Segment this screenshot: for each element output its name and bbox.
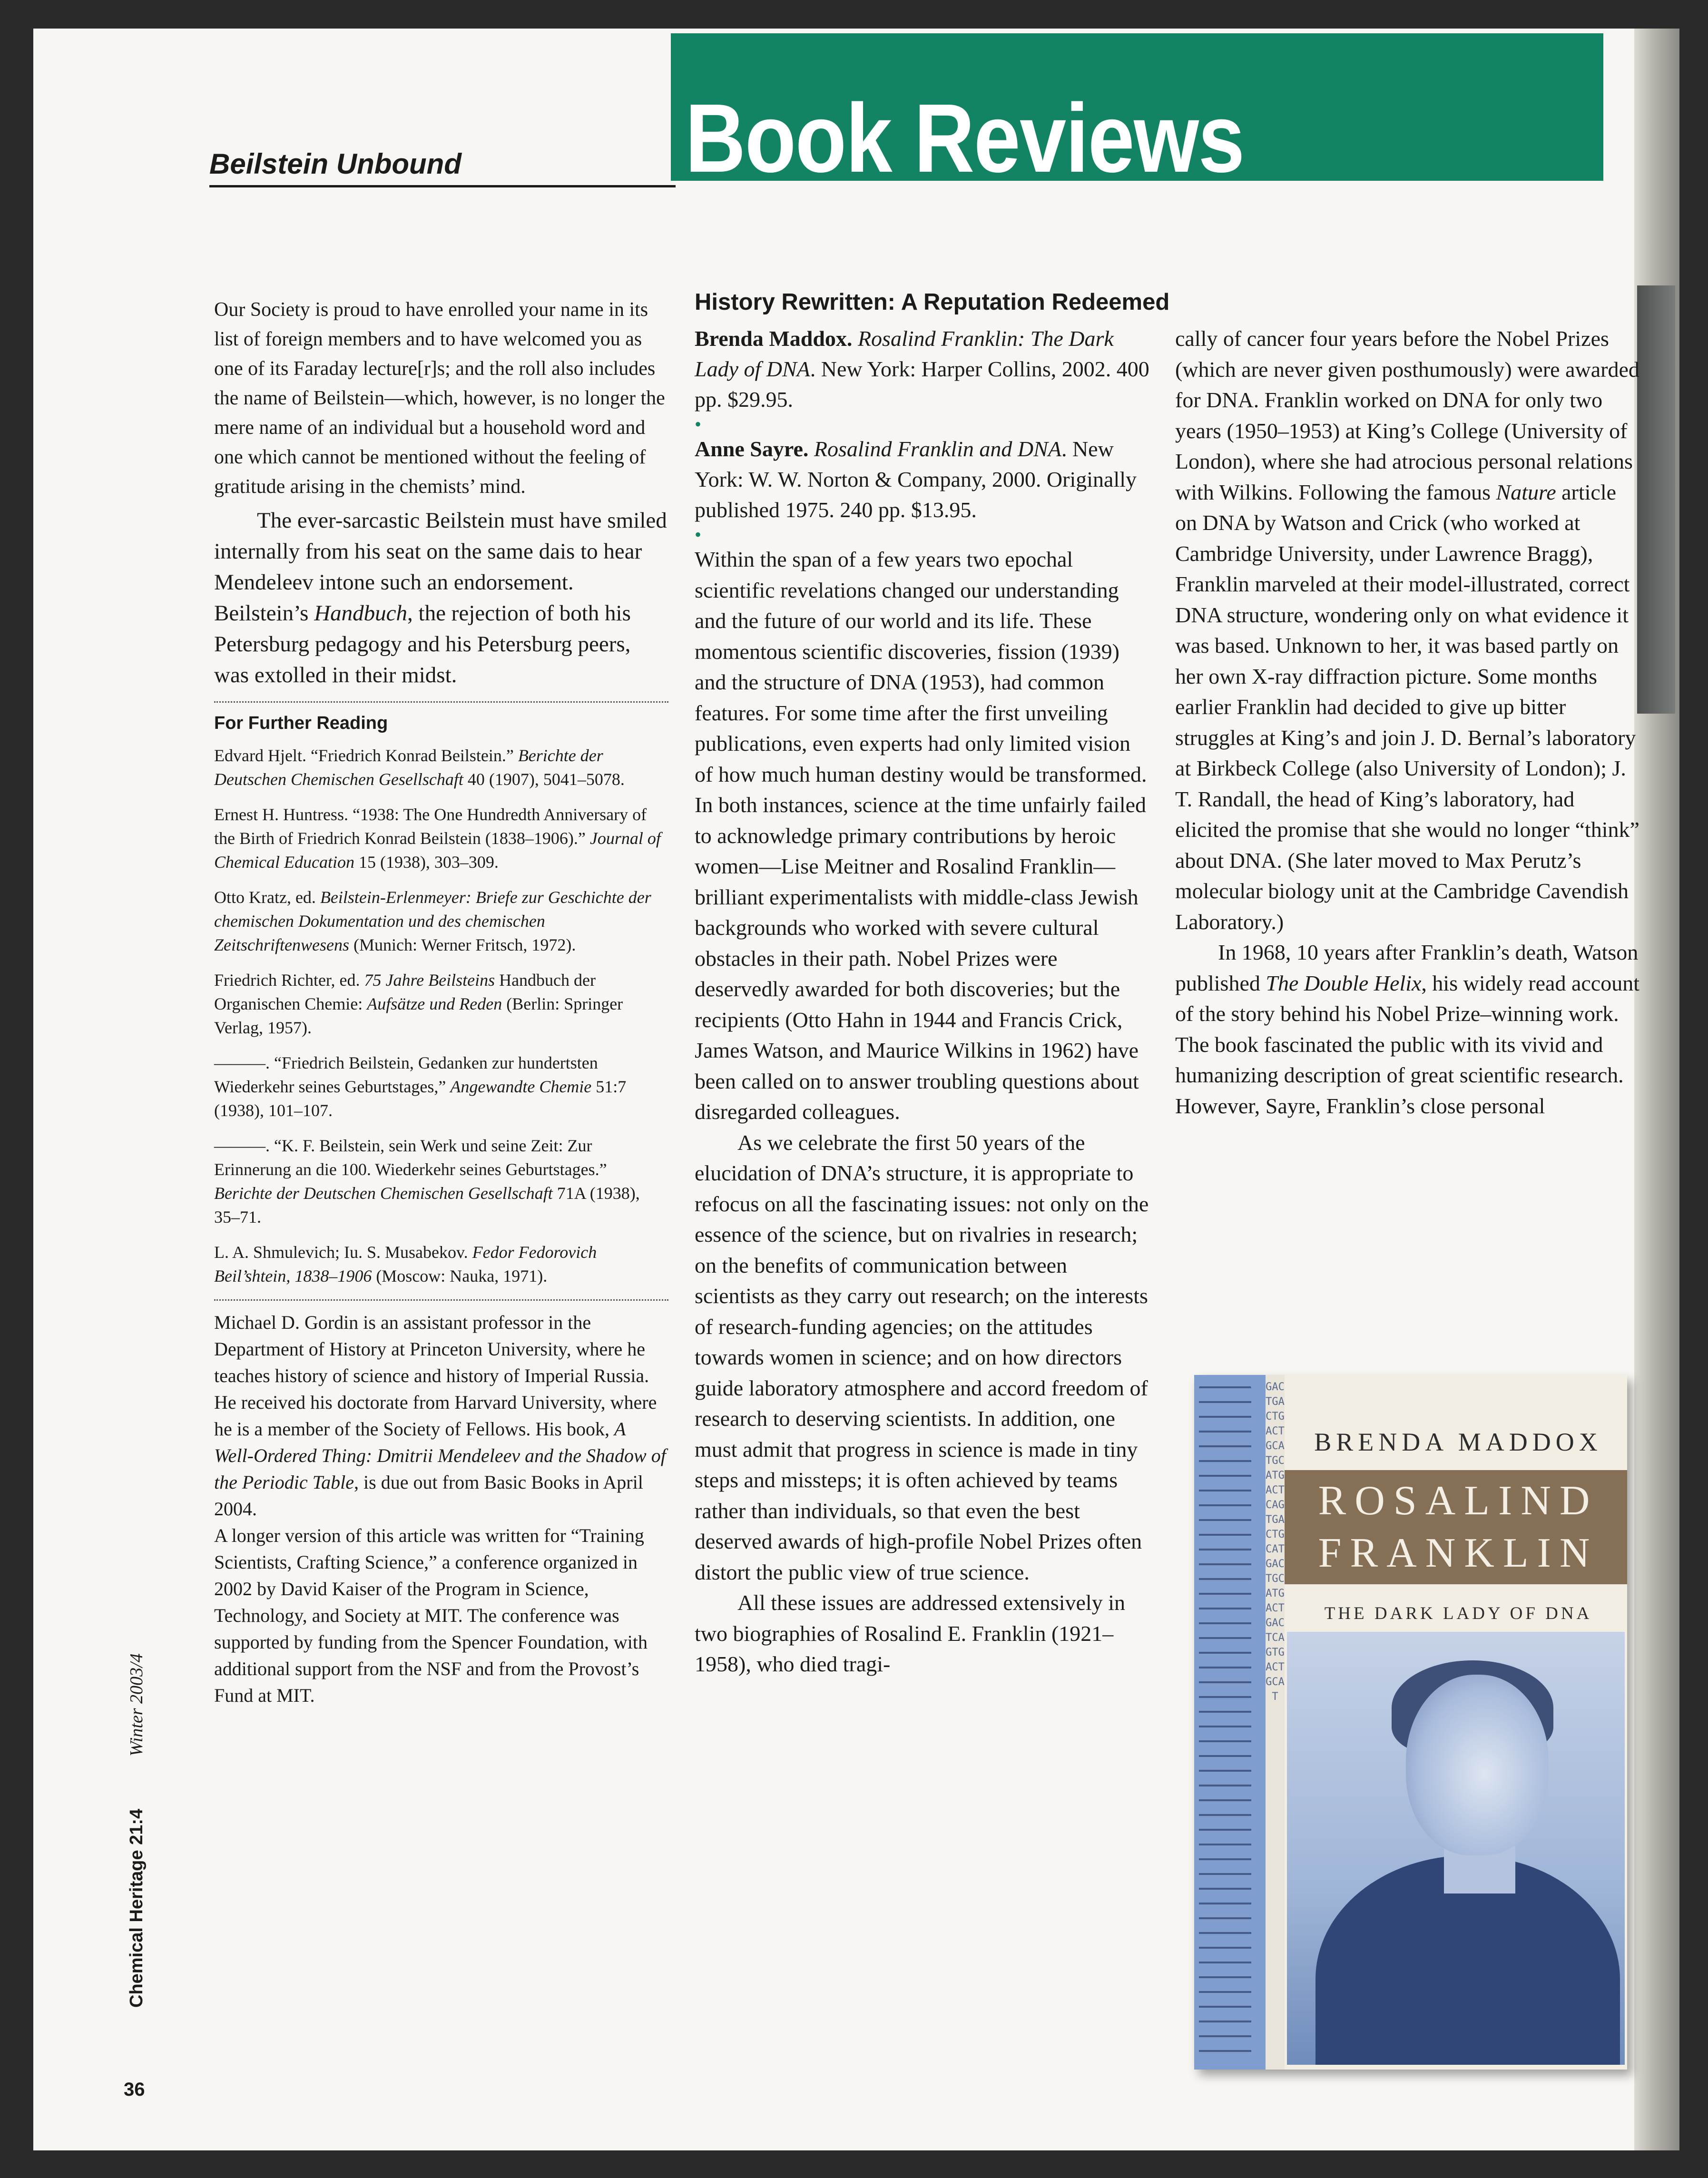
ref-journal: Berichte der Deutschen Chemischen Gesellschaft (214, 1184, 553, 1203)
column-right (1175, 324, 1641, 1121)
section-kicker: Beilstein Unbound (209, 147, 676, 187)
bibliographic-entry (695, 434, 1151, 525)
dotted-rule (214, 701, 668, 703)
reference-item (214, 1240, 668, 1288)
ref-text: L. A. Shmulevich; Iu. S. Musabekov. (214, 1243, 472, 1262)
ref-text: ———. “Friedrich Beilstein, Gedanken zur hundertsten Wiederkehr seines Geburtstages,” (214, 1053, 598, 1096)
portrait-face (1406, 1675, 1549, 1855)
ref-text: Otto Kratz, ed. (214, 888, 320, 907)
column-middle (695, 285, 1170, 1680)
ref-text: 71A (1938), 35–71. (214, 1184, 640, 1226)
text-run: The ever-sarcastic Beilstein must have smiled internally from his seat on the same dais to hear Mendeleev intone such an endorsement. Beilstein’s (214, 508, 667, 626)
banner-title: Book Reviews (685, 84, 1244, 181)
page-number: 36 (124, 2079, 145, 2100)
cover-subtitle: THE DARK LADY OF DNA (1324, 1604, 1592, 1623)
ref-text: (Munich: Werner Fritsch, 1972). (349, 935, 576, 954)
ref-text: 40 (1907), 5041–5078. (463, 770, 625, 789)
text-run: article on DNA by Watson and Crick (who worked at Cambridge University, under Lawrence Bragg), Franklin marveled at their model-illustrated, correct DNA structure, wondering only on what evidence it was based. Unknown to her, it was based partly on her own X-ray diffraction picture. Some months earlier Franklin had decided to give up bitter struggles at King’s and join J. D. Bernal’s laboratory at Birkbeck College (also University of London); J. T. Randall, the head of King’s laboratory, had elicited the promise that she would no longer “think” about DNA. (She later moved to Max Perutz’s molecular biology unit at the Cambridge Cavendish Laboratory.) (1175, 480, 1639, 934)
ref-text: Edvard Hjelt. “Friedrich Konrad Beilstein.” (214, 746, 518, 765)
text-run: cally of cancer four years before the Nobel Prizes (which are never given posthumously) were awarded for DNA. Franklin worked on DNA for only two years (1950–1953) at King’s College (University of London), where she had atrocious personal relations with Wilkins. Following the famous (1175, 326, 1639, 504)
dna-spiral-graphic (1194, 1375, 1266, 2070)
body-paragraph (1175, 324, 1641, 937)
bib-author: Brenda Maddox. (695, 326, 853, 351)
author-bio (214, 1309, 668, 1522)
text-run: , the rejection of both his Petersburg pedagogy and his Petersburg peers, was extolled in their midst. (214, 601, 631, 687)
bib-author: Anne Sayre. (695, 437, 809, 461)
body-paragraph (214, 505, 668, 691)
ref-text: Handbuch der Organischen Chemie: (214, 971, 596, 1013)
ref-text: (Moscow: Nauka, 1971). (372, 1266, 548, 1285)
ref-journal: Journal of Chemical Education (214, 829, 661, 872)
ref-text: Ernest H. Huntress. “1938: The One Hundredth Anniversary of the Birth of Friedrich Konrad Beilstein (1838–1906).” (214, 805, 647, 848)
cover-title-line2: FRANKLIN (1318, 1530, 1599, 1576)
bib-title: Rosalind Franklin: The Dark Lady of DNA (695, 326, 1114, 381)
text-run-italic: Handbuch (314, 601, 408, 626)
article-note: A longer version of this article was written for “Training Scientists, Crafting Science,” a conference organized in 2002 by David Kaiser of the Program in Science, Technology, and Society at MIT. The conference was supported by funding from the Spencer Foundation, with additional support from the NSF and from the Provost’s Fund at MIT. (214, 1525, 648, 1706)
column-left (214, 295, 668, 1709)
ref-journal: Aufsätze und Reden (367, 994, 502, 1013)
ref-journal: Angewandte Chemie (450, 1077, 592, 1096)
reference-item (214, 968, 668, 1040)
running-footer (126, 1653, 147, 2008)
book-title: The Double Helix (1266, 971, 1422, 995)
magazine-name: Chemical Heritage 21:4 (127, 1808, 147, 2008)
body-paragraph (1175, 937, 1641, 1121)
dna-letter-strip: GACTGACTGACTGCATGCATGACTCAGTGACTGCATGACTGCATGACTGACTCAGTGACTGCAT (1266, 1375, 1285, 2070)
body-paragraph: Within the span of a few years two epochal scientific revelations changed our understanding and the future of our world and its life. These momentous scientific discoveries, fission (1939) and the structure of DNA (1953), had common features. For some time after the first unveiling publications, even experts had only limited vision of how much human destiny would be transformed. In both instances, science at the time unfairly failed to acknowledge primary contributions by heroic women—Lise Meitner and Rosalind Franklin—brilliant experimentalists with middle-class Jewish backgrounds who worked with severe cultural obstacles in their path. Nobel Prizes were deservedly awarded for both discoveries; but the recipients (Otto Hahn in 1944 and Francis Crick, James Watson, and Maurice Wilkins in 1962) have been called on to answer troubling questions about disregarded colleagues. (695, 547, 1147, 1124)
book-title: A Well-Ordered Thing: Dmitrii Mendeleev and the Shadow of the Periodic Table (214, 1418, 666, 1493)
magazine-page (33, 29, 1679, 2150)
ref-text: 51:7 (1938), 101–107. (214, 1077, 627, 1120)
text-run: In 1968, 10 years after Franklin’s death, Watson published (1175, 940, 1639, 995)
quote-paragraph: Our Society is proud to have enrolled your name in its list of foreign members and to have welcomed you as one of its Faraday lecture[r]s; and the roll also includes the name of Beilstein—which, however, is no longer the mere name of an individual but a household word and one which cannot be mentioned without the feeling of gratitude arising in the chemists’ mind. (214, 299, 665, 498)
dotted-rule (214, 1299, 668, 1301)
reference-item (214, 1134, 668, 1229)
body-paragraph: All these issues are addressed extensively in two biographies of Rosalind E. Franklin (1921–1958), who died tragi- (695, 1590, 1125, 1676)
portrait-photo (1287, 1632, 1625, 2065)
next-page-fold (1637, 285, 1675, 714)
body-paragraph: As we celebrate the first 50 years of the elucidation of DNA’s structure, it is appropriate to refocus on all the fascinating issues: not only on the essence of the science, but on rivalries in research; on the benefits of communication between scientists as they carry out research; on the interests of research-funding agencies; on the attitudes towards women in science; and on how directors guide laboratory atmosphere and accord freedom of research to deserving scientists. In addition, one must admit that progress in science is made in tiny steps and missteps; it is often achieved by teams rather than individuals, so that even the best deserved awards of high-profile Nobel Prizes often distort the public view of true science. (695, 1130, 1149, 1584)
issue-date: Winter 2003/4 (127, 1653, 147, 1756)
bib-title: Rosalind Franklin and DNA (808, 437, 1061, 461)
cover-title-line1: ROSALIND (1318, 1478, 1599, 1524)
bib-details: . New York: W. W. Norton & Company, 2000. Originally published 1975. 240 pp. $13.95. (695, 437, 1137, 522)
ref-text: 15 (1938), 303–309. (354, 853, 499, 872)
journal-name: Nature (1496, 480, 1556, 504)
further-reading-heading: For Further Reading (214, 713, 388, 733)
cover-author: BRENDA MADDOX (1314, 1428, 1602, 1456)
reference-item (214, 1051, 668, 1122)
ref-text: ———. “K. F. Beilstein, sein Werk und seine Zeit: Zur Erinnerung an die 100. Wiederkehr seines Geburtstages.” (214, 1136, 607, 1179)
text-run: , is due out from Basic Books in April 2004. (214, 1472, 643, 1520)
text-run: , his widely read account of the story behind his Nobel Prize–winning work. The book fascinated the public with its vivid and humanizing description of great scientific research. However, Sayre, Franklin’s close personal (1175, 971, 1639, 1118)
review-heading: History Rewritten: A Reputation Redeemed (695, 289, 1170, 315)
spiral-loops (1199, 1380, 1251, 2065)
reference-item (214, 803, 668, 874)
text-run: Michael D. Gordin is an assistant professor in the Department of History at Princeton University, where he teaches history of science and history of Imperial Russia. He received his doctorate from Harvard University, where he is a member of the Society of Fellows. His book, (214, 1312, 657, 1440)
book-reviews-banner (671, 33, 1603, 181)
bibliographic-entry (695, 324, 1151, 415)
ref-text: Friedrich Richter, ed. (214, 971, 364, 990)
book-cover-image (1194, 1375, 1627, 2070)
ref-journal: Beilstein-Erlenmeyer: Briefe zur Geschichte der chemischen Dokumentation und des chemischen Zeitschriftenwesens (214, 888, 651, 954)
ref-journal: Fedor Fedorovich Beil’shtein, 1838–1906 (214, 1243, 597, 1285)
reference-item (214, 885, 668, 957)
ref-journal: 75 Jahre Beilsteins (364, 971, 495, 990)
bullet-divider: • (695, 524, 702, 545)
bib-details: . New York: Harper Collins, 2002. 400 pp. $29.95. (695, 357, 1149, 412)
ref-text: (Berlin: Springer Verlag, 1957). (214, 994, 623, 1037)
ref-journal: Berichte der Deutschen Chemischen Gesellschaft (214, 746, 603, 789)
reference-item (214, 744, 668, 791)
bullet-divider: • (695, 413, 702, 435)
